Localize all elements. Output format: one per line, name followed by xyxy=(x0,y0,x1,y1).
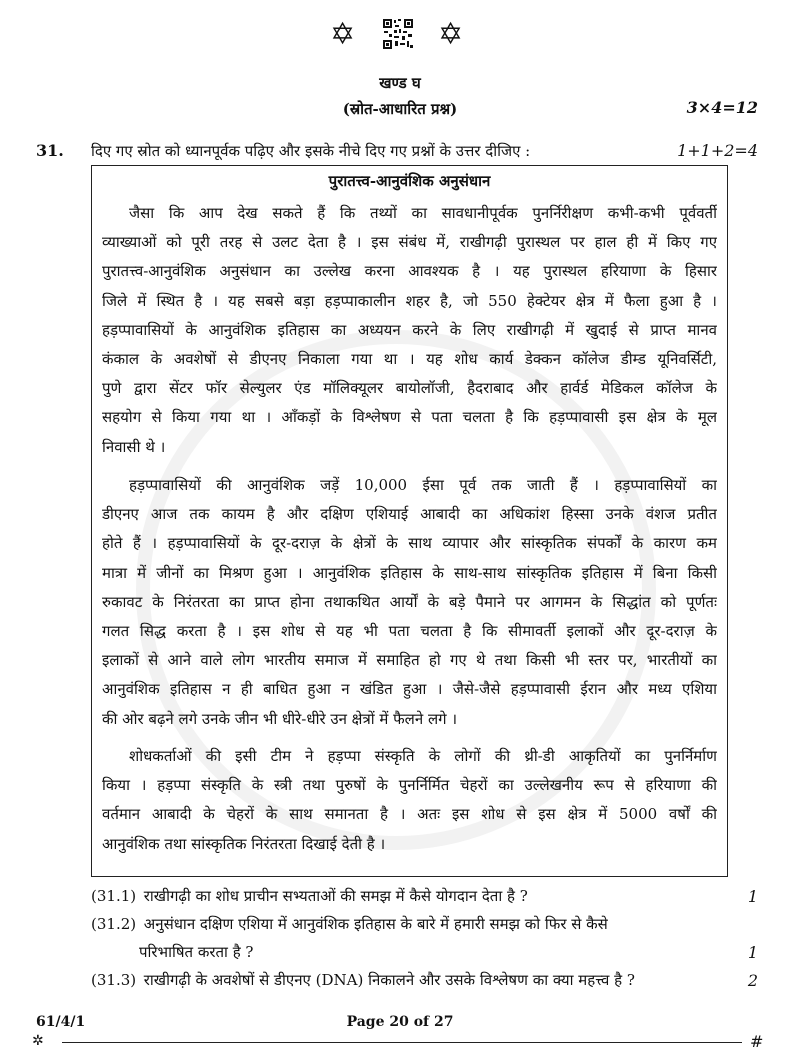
sub-question-marks: 1 xyxy=(747,943,758,962)
paragraph-line: पुरातत्त्व-आनुवंशिक अनुसंधान का उल्लेख करना आवश्यक है । यह पुरास्थल हरियाणा के हिसार xyxy=(102,262,717,281)
paragraph-line: जैसा कि आप देख सकते हैं कि तथ्यों का सावधानीपूर्वक पुनर्निरीक्षण कभी-कभी पूर्ववर्ती xyxy=(129,204,717,222)
sub-question-text: परिभाषित करता है ? xyxy=(139,943,254,961)
section-title: खण्ड घ xyxy=(379,74,421,92)
sub-question-label: (31.3) xyxy=(91,971,137,989)
paragraph-line: मात्रा में जीनों का मिश्रण हुआ । आनुवंशिक इतिहास के साथ-साथ सांस्कृतिक इतिहास में बिना किसी xyxy=(102,563,717,582)
paragraph-line: जिले में स्थित है । यह सबसे बड़ा हड़प्पाकालीन शहर है, जो 550 हेक्टेयर क्षेत्र में फैला हुआ है । xyxy=(102,291,717,310)
paragraph-line: रुकावट के निरंतरता का प्राप्त होना तथाकथित आर्यों के बड़े पैमाने पर आगमन के सिद्धांत को पूर्णतः xyxy=(102,592,717,611)
paragraph-line: सहयोग से किया गया था । आँकड़ों के विश्लेषण से पता चलता है कि हड़प्पावासी इस क्षेत्र के मूल xyxy=(102,408,717,427)
footer-mark-icon: ✲ xyxy=(32,1033,44,1049)
source-passage-box xyxy=(91,165,728,877)
sub-question-text: अनुसंधान दक्षिण एशिया में आनुवंशिक इतिहास के बारे में हमारी समझ को फिर से कैसे xyxy=(143,915,608,933)
source-paragraph-3 xyxy=(102,742,717,859)
paragraph-line: आनुवंशिक इतिहास न ही बाधित हुआ न खंडित हुआ । जैसे-जैसे हड़प्पावासी ईरान और मध्य एशिया xyxy=(102,680,717,699)
paragraph-line: होते हैं । हड़प्पावासियों के दूर-दराज़ के क्षेत्रों के साथ व्यापार और सांस्कृतिक संपर्कों के कारण कम xyxy=(102,534,717,553)
sub-question-text: राखीगढ़ी के अवशेषों से डीएनए (DNA) निकालने और उसके विश्लेषण का क्या महत्त्व है ? xyxy=(143,971,635,989)
paragraph-line: शोधकर्ताओं की इसी टीम ने हड़प्पा संस्कृति के लोगों की थ्री-डी आकृतियों का पुनर्निर्माण xyxy=(129,747,717,765)
page-number: Page 20 of 27 xyxy=(346,1014,454,1030)
source-paragraph-2 xyxy=(102,471,717,734)
question-marks: 1+1+2=4 xyxy=(677,141,758,160)
paragraph-line: वर्तमान आबादी के चेहरों के साथ समानता है । अतः इस शोध से इस क्षेत्र में 5000 वर्षों की xyxy=(102,805,717,824)
star-of-david-icon: ✡ xyxy=(438,17,464,52)
sub-question-label: (31.2) xyxy=(91,915,137,933)
footer-divider xyxy=(62,1042,742,1043)
paragraph-line: डीएनए आज तक कायम है और दक्षिण एशियाई आबादी का अधिकांश हिस्सा उनके वंशज प्रतीत xyxy=(102,505,717,524)
sub-question-label: (31.1) xyxy=(91,887,137,905)
paragraph-line: आनुवंशिक तथा सांस्कृतिक निरंतरता दिखाई देती है । xyxy=(102,834,386,853)
sub-question-31-3 xyxy=(91,970,635,990)
section-subtitle: (स्रोत-आधारित प्रश्न) xyxy=(342,100,458,118)
paragraph-line: निवासी थे । xyxy=(102,437,166,456)
paragraph-line: व्याख्याओं को पूरी तरह से उलट देता है । इस संबंध में, राखीगढ़ी पुरास्थल पर हाल ही में किए गए xyxy=(102,233,717,252)
footer-hash-symbol: # xyxy=(750,1032,764,1051)
paragraph-line: हड़प्पावासियों की आनुवंशिक जड़ें 10,000 ईसा पूर्व तक जाती हैं । हड़प्पावासियों का xyxy=(129,476,717,494)
sub-question-marks: 2 xyxy=(747,971,758,990)
sub-question-31-2 xyxy=(91,914,608,934)
source-title: पुरातत्त्व-आनुवंशिक अनुसंधान xyxy=(328,172,491,190)
sub-question-31-2-continued xyxy=(139,942,253,962)
sub-question-text: राखीगढ़ी का शोध प्राचीन सभ्यताओं की समझ में कैसे योगदान देता है ? xyxy=(143,887,528,905)
paragraph-line: हड़प्पावासियों के आनुवंशिक इतिहास का अध्ययन करने के लिए राखीगढ़ी में खुदाई से प्राप्त मानव xyxy=(102,320,717,339)
star-of-david-icon: ✡ xyxy=(330,17,356,52)
question-number: 31. xyxy=(36,141,64,160)
paragraph-line: गलत सिद्ध करता है । इस शोध से यह भी पता चलता है कि सीमावर्ती इलाकों और दूर-दराज़ के xyxy=(102,621,717,640)
paragraph-line: की ओर बढ़ने लगे उनके जीन भी धीरे-धीरे उन क्षेत्रों में फैलने लगे । xyxy=(102,709,458,728)
sub-question-31-1 xyxy=(91,886,528,906)
qr-code-icon xyxy=(382,18,414,50)
section-marks: 3×4=12 xyxy=(686,98,758,117)
sub-question-marks: 1 xyxy=(747,887,758,906)
paper-code: 61/4/1 xyxy=(36,1014,86,1030)
paragraph-line: इलाकों से आने वाले लोग भारतीय समाज में समाहित हो गए थे तथा किसी भी स्तर पर, भारतीयों का xyxy=(102,651,717,670)
paragraph-line: कंकाल के अवशेषों से डीएनए निकाला गया था । यह शोध कार्य डेक्कन कॉलेज डीम्ड यूनिवर्सिटी, xyxy=(102,349,717,368)
question-instruction: दिए गए स्रोत को ध्यानपूर्वक पढ़िए और इसके नीचे दिए गए प्रश्नों के उत्तर दीजिए : xyxy=(91,142,531,160)
source-paragraph-1 xyxy=(102,199,717,462)
paragraph-line: किया । हड़प्पा संस्कृति के स्त्री तथा पुरुषों के पुनर्निर्मित चेहरों का उल्लेखनीय रूप से हरियाणा की xyxy=(102,776,717,795)
paragraph-line: पुणे द्वारा सेंटर फॉर सेल्युलर एंड मॉलिक्यूलर बायोलॉजी, हैदराबाद और हार्वर्ड मेडिकल कॉलेज के xyxy=(102,379,717,398)
header-icons xyxy=(0,18,800,58)
